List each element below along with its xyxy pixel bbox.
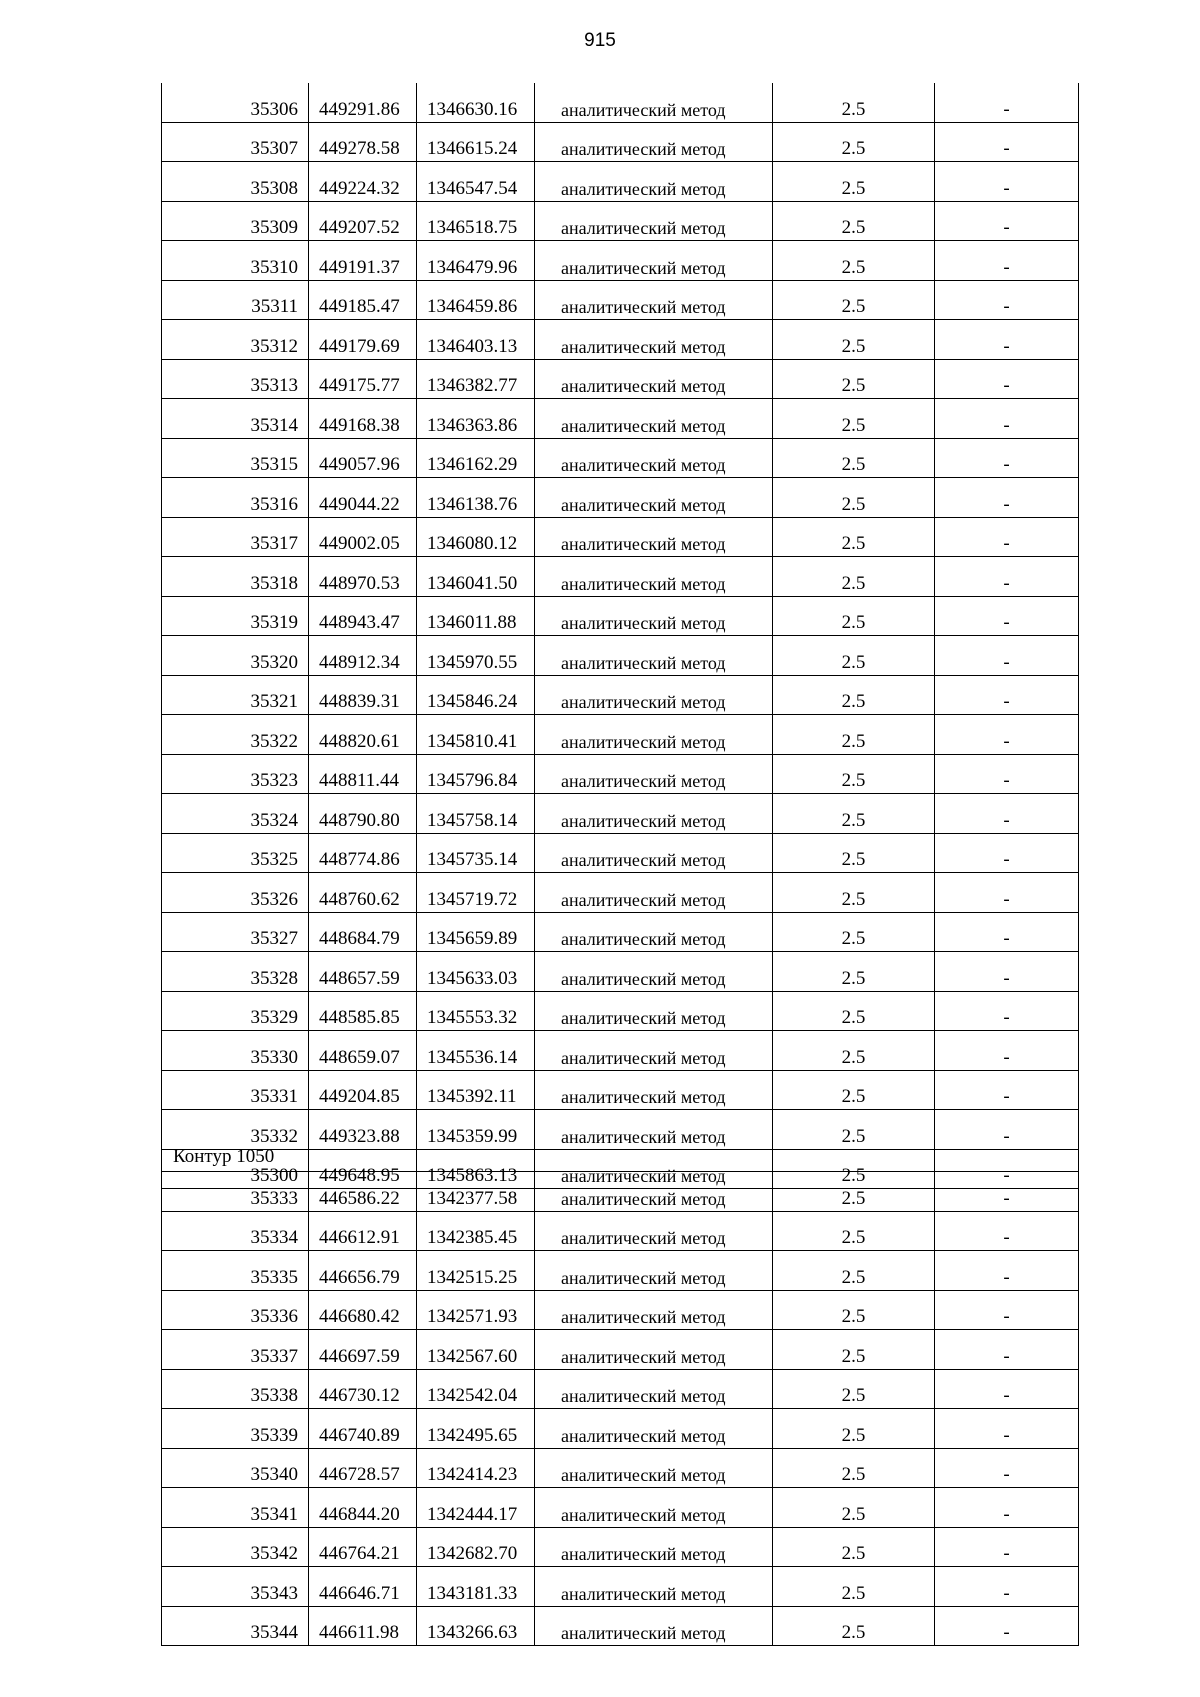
coordinates-table-body: [162, 83, 1079, 1189]
note-cell: -: [935, 1567, 1079, 1607]
precision-cell: 2.5: [773, 478, 935, 518]
method-cell: аналитический метод: [535, 438, 773, 478]
note-cell: -: [935, 636, 1079, 676]
x-coordinate-cell: 448657.59: [309, 952, 417, 992]
note-cell: -: [935, 320, 1079, 360]
x-coordinate-cell: 446764.21: [309, 1527, 417, 1567]
x-coordinate-cell: 446611.98: [309, 1606, 417, 1646]
method-cell: аналитический метод: [535, 1448, 773, 1488]
precision-cell: 2.5: [773, 1031, 935, 1071]
point-number-cell: 35338: [162, 1369, 309, 1409]
point-number-cell: 35322: [162, 715, 309, 755]
x-coordinate-cell: 446646.71: [309, 1567, 417, 1607]
point-number-cell: 35339: [162, 1409, 309, 1449]
y-coordinate-cell: 1343266.63: [417, 1606, 535, 1646]
precision-cell: 2.5: [773, 241, 935, 281]
note-cell: -: [935, 1070, 1079, 1110]
method-cell: аналитический метод: [535, 1527, 773, 1567]
note-cell: -: [935, 517, 1079, 557]
y-coordinate-cell: 1342385.45: [417, 1211, 535, 1251]
point-number-cell: 35314: [162, 399, 309, 439]
x-coordinate-cell: 449002.05: [309, 517, 417, 557]
point-number-cell: 35308: [162, 162, 309, 202]
point-number-cell: 35315: [162, 438, 309, 478]
point-number-cell: 35317: [162, 517, 309, 557]
y-coordinate-cell: 1345758.14: [417, 794, 535, 834]
note-cell: -: [935, 833, 1079, 873]
method-cell: аналитический метод: [535, 1172, 773, 1212]
table-row: [162, 675, 1079, 715]
x-coordinate-cell: 449185.47: [309, 280, 417, 320]
precision-cell: 2.5: [773, 1251, 935, 1291]
note-cell: -: [935, 1409, 1079, 1449]
point-number-cell: 35327: [162, 912, 309, 952]
table-row: [162, 201, 1079, 241]
method-cell: аналитический метод: [535, 359, 773, 399]
table-row: [162, 794, 1079, 834]
method-cell: аналитический метод: [535, 399, 773, 439]
table-row: [162, 1409, 1079, 1449]
x-coordinate-cell: 449204.85: [309, 1070, 417, 1110]
table-row: [162, 241, 1079, 281]
precision-cell: 2.5: [773, 754, 935, 794]
x-coordinate-cell: 446680.42: [309, 1290, 417, 1330]
precision-cell: 2.5: [773, 912, 935, 952]
method-cell: аналитический метод: [535, 1330, 773, 1370]
table-row: [162, 1567, 1079, 1607]
y-coordinate-cell: 1345392.11: [417, 1070, 535, 1110]
x-coordinate-cell: 448760.62: [309, 873, 417, 913]
note-cell: -: [935, 438, 1079, 478]
note-cell: -: [935, 1606, 1079, 1646]
precision-cell: 2.5: [773, 83, 935, 122]
precision-cell: 2.5: [773, 833, 935, 873]
point-number-cell: 35306: [162, 83, 309, 122]
method-cell: аналитический метод: [535, 201, 773, 241]
y-coordinate-cell: 1345359.99: [417, 1110, 535, 1150]
note-cell: -: [935, 162, 1079, 202]
contour-title: Контур 1050: [173, 1146, 275, 1167]
x-coordinate-cell: 449207.52: [309, 201, 417, 241]
y-coordinate-cell: 1346403.13: [417, 320, 535, 360]
method-cell: аналитический метод: [535, 478, 773, 518]
note-cell: -: [935, 1149, 1079, 1189]
table-row: [162, 557, 1079, 597]
table-row: [162, 478, 1079, 518]
point-number-cell: 35323: [162, 754, 309, 794]
method-cell: аналитический метод: [535, 754, 773, 794]
precision-cell: 2.5: [773, 636, 935, 676]
method-cell: аналитический метод: [535, 715, 773, 755]
table-row: [162, 359, 1079, 399]
precision-cell: 2.5: [773, 873, 935, 913]
x-coordinate-cell: 446656.79: [309, 1251, 417, 1291]
table-row: [162, 438, 1079, 478]
method-cell: аналитический метод: [535, 873, 773, 913]
y-coordinate-cell: 1346615.24: [417, 122, 535, 162]
method-cell: аналитический метод: [535, 1567, 773, 1607]
method-cell: аналитический метод: [535, 122, 773, 162]
x-coordinate-cell: 449168.38: [309, 399, 417, 439]
method-cell: аналитический метод: [535, 517, 773, 557]
x-coordinate-cell: 449179.69: [309, 320, 417, 360]
point-number-cell: 35342: [162, 1527, 309, 1567]
x-coordinate-cell: 449291.86: [309, 83, 417, 122]
precision-cell: 2.5: [773, 794, 935, 834]
note-cell: -: [935, 122, 1079, 162]
x-coordinate-cell: 448585.85: [309, 991, 417, 1031]
note-cell: -: [935, 1448, 1079, 1488]
method-cell: аналитический метод: [535, 1606, 773, 1646]
note-cell: -: [935, 1330, 1079, 1370]
table-row: [162, 122, 1079, 162]
method-cell: аналитический метод: [535, 675, 773, 715]
note-cell: -: [935, 1211, 1079, 1251]
y-coordinate-cell: 1346547.54: [417, 162, 535, 202]
method-cell: аналитический метод: [535, 1369, 773, 1409]
point-number-cell: 35330: [162, 1031, 309, 1071]
method-cell: аналитический метод: [535, 912, 773, 952]
precision-cell: 2.5: [773, 320, 935, 360]
table-row: [162, 873, 1079, 913]
x-coordinate-cell: 446730.12: [309, 1369, 417, 1409]
x-coordinate-cell: 448943.47: [309, 596, 417, 636]
x-coordinate-cell: 446697.59: [309, 1330, 417, 1370]
point-number-cell: 35329: [162, 991, 309, 1031]
method-cell: аналитический метод: [535, 557, 773, 597]
point-number-cell: 35319: [162, 596, 309, 636]
precision-cell: 2.5: [773, 1448, 935, 1488]
point-number-cell: 35331: [162, 1070, 309, 1110]
table-row: [162, 1527, 1079, 1567]
note-cell: -: [935, 596, 1079, 636]
x-coordinate-cell: 446586.22: [309, 1172, 417, 1212]
table-row: [162, 952, 1079, 992]
note-cell: -: [935, 991, 1079, 1031]
y-coordinate-cell: 1346162.29: [417, 438, 535, 478]
table-row: [162, 1070, 1079, 1110]
point-number-cell: 35341: [162, 1488, 309, 1528]
table-row: [162, 1488, 1079, 1528]
y-coordinate-cell: 1346011.88: [417, 596, 535, 636]
point-number-cell: 35309: [162, 201, 309, 241]
x-coordinate-cell: 448790.80: [309, 794, 417, 834]
x-coordinate-cell: 449323.88: [309, 1110, 417, 1150]
point-number-cell: 35333: [162, 1172, 309, 1212]
note-cell: -: [935, 952, 1079, 992]
table-row: [162, 1330, 1079, 1370]
method-cell: аналитический метод: [535, 833, 773, 873]
y-coordinate-cell: 1346080.12: [417, 517, 535, 557]
table-row: [162, 1251, 1079, 1291]
y-coordinate-cell: 1342567.60: [417, 1330, 535, 1370]
y-coordinate-cell: 1346518.75: [417, 201, 535, 241]
y-coordinate-cell: 1346459.86: [417, 280, 535, 320]
note-cell: -: [935, 715, 1079, 755]
precision-cell: 2.5: [773, 1172, 935, 1212]
y-coordinate-cell: 1342542.04: [417, 1369, 535, 1409]
note-cell: -: [935, 1488, 1079, 1528]
x-coordinate-cell: 449648.95: [309, 1149, 417, 1189]
point-number-cell: 35320: [162, 636, 309, 676]
precision-cell: 2.5: [773, 280, 935, 320]
point-number-cell: 35318: [162, 557, 309, 597]
method-cell: аналитический метод: [535, 952, 773, 992]
y-coordinate-cell: 1342515.25: [417, 1251, 535, 1291]
y-coordinate-cell: 1345553.32: [417, 991, 535, 1031]
table-row: [162, 399, 1079, 439]
coordinates-table: [161, 83, 1079, 1189]
point-number-cell: 35325: [162, 833, 309, 873]
y-coordinate-cell: 1342444.17: [417, 1488, 535, 1528]
point-number-cell: 35340: [162, 1448, 309, 1488]
y-coordinate-cell: 1345633.03: [417, 952, 535, 992]
contour-coordinates-table: [161, 1171, 1079, 1646]
y-coordinate-cell: 1346382.77: [417, 359, 535, 399]
table-row: [162, 833, 1079, 873]
method-cell: аналитический метод: [535, 1409, 773, 1449]
x-coordinate-cell: 449191.37: [309, 241, 417, 281]
table-row: [162, 596, 1079, 636]
y-coordinate-cell: 1346138.76: [417, 478, 535, 518]
note-cell: -: [935, 754, 1079, 794]
point-number-cell: 35324: [162, 794, 309, 834]
y-coordinate-cell: 1342571.93: [417, 1290, 535, 1330]
x-coordinate-cell: 448912.34: [309, 636, 417, 676]
x-coordinate-cell: 446844.20: [309, 1488, 417, 1528]
precision-cell: 2.5: [773, 675, 935, 715]
precision-cell: 2.5: [773, 1070, 935, 1110]
precision-cell: 2.5: [773, 991, 935, 1031]
y-coordinate-cell: 1345846.24: [417, 675, 535, 715]
y-coordinate-cell: 1346630.16: [417, 83, 535, 122]
point-number-cell: 35336: [162, 1290, 309, 1330]
table-row: [162, 1110, 1079, 1150]
precision-cell: 2.5: [773, 162, 935, 202]
precision-cell: 2.5: [773, 1527, 935, 1567]
table-row: [162, 1211, 1079, 1251]
table-row: [162, 754, 1079, 794]
y-coordinate-cell: 1345536.14: [417, 1031, 535, 1071]
note-cell: -: [935, 359, 1079, 399]
x-coordinate-cell: 446612.91: [309, 1211, 417, 1251]
x-coordinate-cell: 449278.58: [309, 122, 417, 162]
table-row: [162, 1172, 1079, 1212]
y-coordinate-cell: 1345863.13: [417, 1149, 535, 1189]
note-cell: -: [935, 478, 1079, 518]
note-cell: -: [935, 1031, 1079, 1071]
point-number-cell: 35311: [162, 280, 309, 320]
note-cell: -: [935, 1110, 1079, 1150]
precision-cell: 2.5: [773, 1409, 935, 1449]
note-cell: -: [935, 280, 1079, 320]
method-cell: аналитический метод: [535, 636, 773, 676]
method-cell: аналитический метод: [535, 1149, 773, 1189]
method-cell: аналитический метод: [535, 1031, 773, 1071]
point-number-cell: 35310: [162, 241, 309, 281]
x-coordinate-cell: 448774.86: [309, 833, 417, 873]
point-number-cell: 35316: [162, 478, 309, 518]
y-coordinate-cell: 1345810.41: [417, 715, 535, 755]
point-number-cell: 35334: [162, 1211, 309, 1251]
table-row: [162, 162, 1079, 202]
note-cell: -: [935, 399, 1079, 439]
y-coordinate-cell: 1345970.55: [417, 636, 535, 676]
table-row: [162, 1031, 1079, 1071]
x-coordinate-cell: 449224.32: [309, 162, 417, 202]
y-coordinate-cell: 1342414.23: [417, 1448, 535, 1488]
point-number-cell: 35300: [162, 1149, 309, 1189]
note-cell: -: [935, 201, 1079, 241]
table-row: [162, 1606, 1079, 1646]
method-cell: аналитический метод: [535, 596, 773, 636]
x-coordinate-cell: 448970.53: [309, 557, 417, 597]
method-cell: аналитический метод: [535, 241, 773, 281]
note-cell: -: [935, 557, 1079, 597]
precision-cell: 2.5: [773, 122, 935, 162]
point-number-cell: 35332: [162, 1110, 309, 1150]
note-cell: -: [935, 1251, 1079, 1291]
x-coordinate-cell: 448839.31: [309, 675, 417, 715]
note-cell: -: [935, 675, 1079, 715]
note-cell: -: [935, 1369, 1079, 1409]
precision-cell: 2.5: [773, 517, 935, 557]
y-coordinate-cell: 1342377.58: [417, 1172, 535, 1212]
table-row: [162, 280, 1079, 320]
method-cell: аналитический метод: [535, 991, 773, 1031]
note-cell: -: [935, 241, 1079, 281]
point-number-cell: 35312: [162, 320, 309, 360]
precision-cell: 2.5: [773, 1110, 935, 1150]
precision-cell: 2.5: [773, 1211, 935, 1251]
table-row: [162, 1290, 1079, 1330]
y-coordinate-cell: 1345735.14: [417, 833, 535, 873]
precision-cell: 2.5: [773, 715, 935, 755]
precision-cell: 2.5: [773, 1330, 935, 1370]
precision-cell: 2.5: [773, 1488, 935, 1528]
method-cell: аналитический метод: [535, 320, 773, 360]
point-number-cell: 35307: [162, 122, 309, 162]
point-number-cell: 35343: [162, 1567, 309, 1607]
precision-cell: 2.5: [773, 201, 935, 241]
note-cell: -: [935, 1527, 1079, 1567]
method-cell: аналитический метод: [535, 1488, 773, 1528]
contour-coordinates-table-body: [162, 1172, 1079, 1646]
precision-cell: 2.5: [773, 1290, 935, 1330]
precision-cell: 2.5: [773, 399, 935, 439]
note-cell: -: [935, 1290, 1079, 1330]
point-number-cell: 35328: [162, 952, 309, 992]
precision-cell: 2.5: [773, 1149, 935, 1189]
method-cell: аналитический метод: [535, 1211, 773, 1251]
table-row: [162, 715, 1079, 755]
precision-cell: 2.5: [773, 1369, 935, 1409]
precision-cell: 2.5: [773, 359, 935, 399]
note-cell: -: [935, 1172, 1079, 1212]
method-cell: аналитический метод: [535, 794, 773, 834]
table-row: [162, 1369, 1079, 1409]
method-cell: аналитический метод: [535, 1070, 773, 1110]
table-row: [162, 320, 1079, 360]
x-coordinate-cell: 448684.79: [309, 912, 417, 952]
precision-cell: 2.5: [773, 952, 935, 992]
y-coordinate-cell: 1342682.70: [417, 1527, 535, 1567]
precision-cell: 2.5: [773, 596, 935, 636]
table-row: [162, 991, 1079, 1031]
x-coordinate-cell: 449044.22: [309, 478, 417, 518]
x-coordinate-cell: 448811.44: [309, 754, 417, 794]
x-coordinate-cell: 448820.61: [309, 715, 417, 755]
precision-cell: 2.5: [773, 557, 935, 597]
note-cell: -: [935, 794, 1079, 834]
y-coordinate-cell: 1342495.65: [417, 1409, 535, 1449]
table-row: [162, 636, 1079, 676]
table-row: [162, 912, 1079, 952]
precision-cell: 2.5: [773, 1606, 935, 1646]
y-coordinate-cell: 1343181.33: [417, 1567, 535, 1607]
method-cell: аналитический метод: [535, 280, 773, 320]
method-cell: аналитический метод: [535, 1251, 773, 1291]
y-coordinate-cell: 1345659.89: [417, 912, 535, 952]
point-number-cell: 35313: [162, 359, 309, 399]
page-number: 915: [584, 30, 616, 51]
x-coordinate-cell: 449175.77: [309, 359, 417, 399]
x-coordinate-cell: 449057.96: [309, 438, 417, 478]
note-cell: -: [935, 873, 1079, 913]
method-cell: аналитический метод: [535, 1290, 773, 1330]
method-cell: аналитический метод: [535, 162, 773, 202]
method-cell: аналитический метод: [535, 83, 773, 122]
point-number-cell: 35344: [162, 1606, 309, 1646]
point-number-cell: 35337: [162, 1330, 309, 1370]
y-coordinate-cell: 1346479.96: [417, 241, 535, 281]
x-coordinate-cell: 448659.07: [309, 1031, 417, 1071]
x-coordinate-cell: 446728.57: [309, 1448, 417, 1488]
precision-cell: 2.5: [773, 1567, 935, 1607]
point-number-cell: 35335: [162, 1251, 309, 1291]
table-row: [162, 83, 1079, 122]
y-coordinate-cell: 1346041.50: [417, 557, 535, 597]
point-number-cell: 35321: [162, 675, 309, 715]
x-coordinate-cell: 446740.89: [309, 1409, 417, 1449]
y-coordinate-cell: 1345719.72: [417, 873, 535, 913]
note-cell: -: [935, 83, 1079, 122]
precision-cell: 2.5: [773, 438, 935, 478]
method-cell: аналитический метод: [535, 1110, 773, 1150]
table-row: [162, 517, 1079, 557]
y-coordinate-cell: 1346363.86: [417, 399, 535, 439]
note-cell: -: [935, 912, 1079, 952]
table-row: [162, 1448, 1079, 1488]
y-coordinate-cell: 1345796.84: [417, 754, 535, 794]
point-number-cell: 35326: [162, 873, 309, 913]
